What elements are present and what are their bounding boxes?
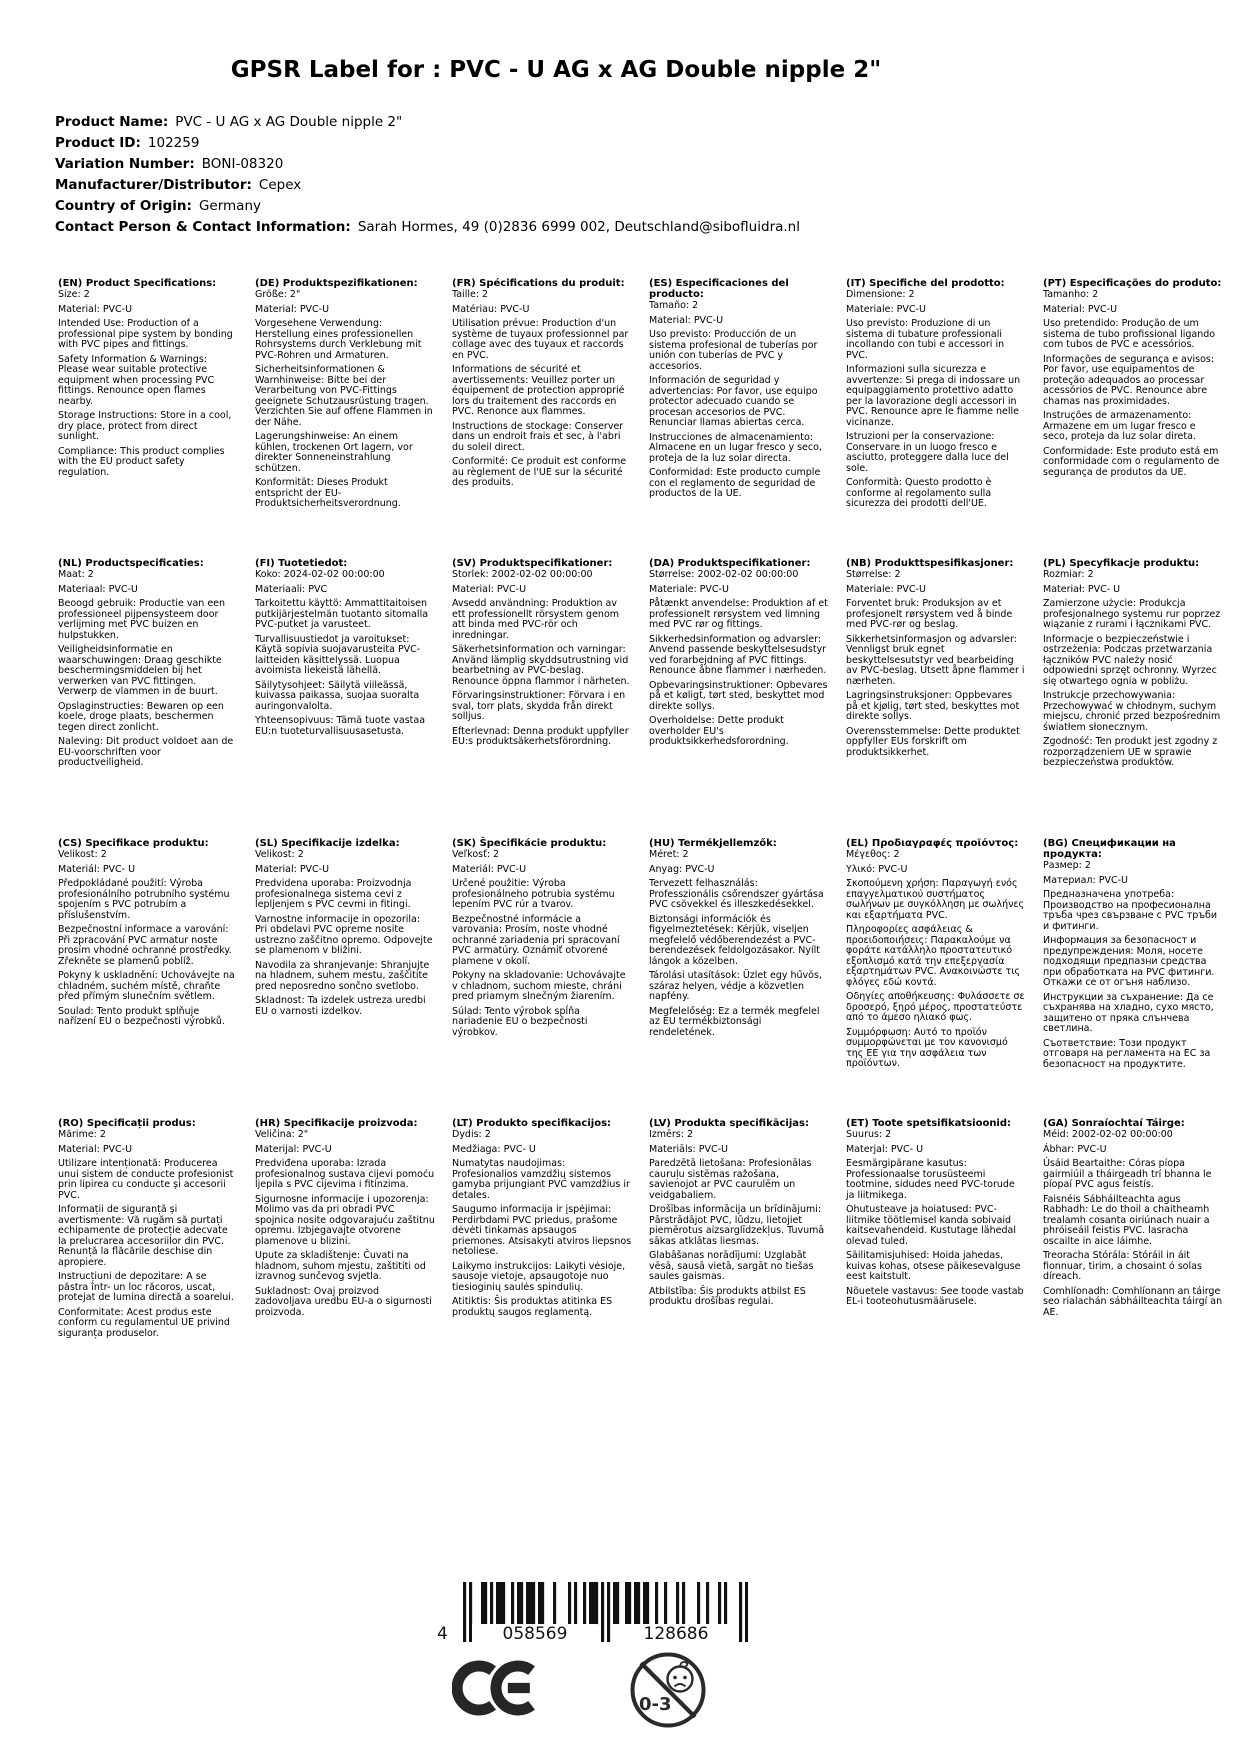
barcode-left-digits: 058569 [472,1624,598,1644]
spec-heading: (LV) Produkta specifikācijas: [649,1118,809,1129]
spec-compliance: Съответствие: Този продукт отговаря на регламента на ЕС за безопасност на продуктите. [1043,1037,1211,1070]
spec-material: Material: PVC-U [649,314,724,326]
spec-heading: (EN) Product Specifications: [58,278,217,289]
language-spec-block [255,838,435,1118]
spec-size: Méid: 2002-02-02 00:00:00 [1043,1129,1173,1140]
spec-compliance: Overholdelse: Dette produkt overholder EU's produktsikkerhedsforordning. [649,715,789,747]
product-info-row [55,133,800,154]
spec-compliance: Súlad: Tento výrobok spĺňa nariadenie EU o bezpečnosti výrobkov. [452,1005,588,1038]
spec-material: Materiale: PVC-U [846,303,926,315]
language-spec-block [58,1118,238,1398]
product-info-value: 102259 [147,135,200,151]
spec-compliance: Atbilstība: Šis produkts atbilst ES produktu drošības regulai. [649,1285,806,1307]
language-spec-block [649,838,829,1118]
spec-heading: (NL) Productspecificaties: [58,558,204,569]
spec-size: Tamanho: 2 [1043,289,1099,300]
spec-intended-use: Avsedd användning: Produktion av ett professionellt rörsystem genom att binda med PVC-rör och inredningar. [452,598,620,641]
spec-compliance: Konformität: Dieses Produkt entspricht der EU-Produktsicherheitsverordnung. [255,477,401,509]
language-spec-block [452,558,632,838]
spec-material: Materiāls: PVC-U [649,1143,729,1155]
spec-compliance: Conformidad: Este producto cumple con el reglamento de seguridad de productos de la UE. [649,467,821,499]
spec-storage: Storage Instructions: Store in a cool, dry place, protect from direct sunlight. [58,410,232,442]
spec-heading: (CS) Specifikace produktu: [58,838,209,849]
spec-compliance: Compliance: This product complies with the EU product safety regulation. [58,445,225,478]
product-info-value: Sarah Hormes, 49 (0)2836 6999 002, Deutschland@sibofluidra.nl [357,219,800,235]
spec-storage: Opslaginstructies: Bewaren op een koele, droge plaats, beschermen tegen direct zonlicht. [58,700,224,733]
spec-safety-warnings: Bezpečnostní informace a varování: Při zpracování PVC armatur noste prosím vhodné ochranné prostředky. Zřekněte se plamenů poblíž. [58,924,232,967]
spec-compliance: Skladnost: Ta izdelek ustreza uredbi EU o varnosti izdelkov. [255,995,426,1017]
spec-storage: Lagerungshinweise: An einem kühlen, trockenen Ort lagern, vor direkter Sonneneinstrahlung schützen. [255,431,413,474]
product-info [55,112,800,238]
spec-intended-use: Předpokládané použití: Výroba profesionálního potrubního systému spojením s PVC potrubím a příslušenstvím. [58,878,230,921]
spec-heading: (HU) Termékjellemzők: [649,838,777,849]
spec-heading: (IT) Specifiche del prodotto: [846,278,1005,289]
spec-material: Materiał: PVC- U [1043,583,1121,595]
spec-storage: Lagringsinstruksjoner: Oppbevares på et kjølig, tørt sted, beskyttes mot direkte sollys. [846,690,1020,722]
product-info-label: Country of Origin: [55,198,192,214]
spec-safety-warnings: Varnostne informacije in opozorila: Pri obdelavi PVC opreme nosite ustrezno zaščitno opremo. Odpovejte se plamenom v bližini. [255,913,433,956]
spec-heading: (SV) Produktspecifikationer: [452,558,613,569]
spec-storage: Treoracha Stórála: Stóráil in áit fionnuar, tirim, a chosaint ó solas díreach. [1043,1250,1202,1282]
spec-heading: (NB) Produkttspesifikasjoner: [846,558,1014,569]
ce-mark-icon [452,1658,540,1718]
spec-intended-use: Predviđena uporaba: Izrada profesionalnog sustava cijevi pomoću ljepila s PVC cijevima i fitinzima. [255,1158,435,1190]
spec-intended-use: Paredzētā lietošana: Profesionālas cauruļu sistēmas ražošana, savienojot ar PVC caurulēm un veidgabaliem. [649,1158,812,1201]
spec-compliance: Conformitate: Acest produs este conform cu regulamentul UE privind siguranța produselor. [58,1306,230,1339]
spec-heading: (DE) Produktspezifikationen: [255,278,418,289]
spec-compliance: Conformità: Questo prodotto è conforme al regolamento sulla sicurezza dei prodotti dell'UE. [846,477,992,509]
product-info-label: Product ID: [55,135,141,151]
spec-size: Veličina: 2" [255,1129,309,1140]
spec-size: Dimensione: 2 [846,289,915,300]
language-spec-block [452,278,632,558]
spec-safety-warnings: Informações de segurança e avisos: Por favor, use equipamentos de proteção adequados ao processar acessórios de PVC. Renounce abre chamas nas proximidades. [1043,353,1215,407]
spec-size: Rozmiar: 2 [1043,569,1094,580]
spec-storage: Instrucciones de almacenamiento: Almacene en un lugar fresco y seco, proteja de la luz solar directa. [649,431,822,464]
spec-intended-use: Предназначена употреба: Производство на професионална тръба чрез свързване с PVC тръби и фитинги. [1043,889,1218,932]
product-info-row [55,112,800,133]
spec-safety-warnings: Drošības informācija un brīdinājumi: Pārstrādājot PVC, lūdzu, lietojiet piemērotus aizsarglīdzekļus. Tuvumā sākas atklātas liesmas. [649,1204,825,1247]
spec-compliance: Συμμόρφωση: Αυτό το προϊόν συμμορφώνεται με τον κανονισμό της ΕΕ για την ασφάλεια των προϊόντων. [846,1026,1008,1069]
spec-size: Koko: 2024-02-02 00:00:00 [255,569,385,580]
spec-material: Materiale: PVC-U [846,583,926,595]
spec-material: Materiale: PVC-U [649,583,729,595]
spec-safety-warnings: Veiligheidsinformatie en waarschuwingen: Draag geschikte beschermingsmiddelen bij het verwerken van PVC fittingen. Verwerp de vlammen in de buurt. [58,644,222,697]
spec-size: Μέγεθος: 2 [846,849,900,860]
spec-safety-warnings: Sikkerhetsinformasjon og advarsler: Vennligst bruk egnet beskyttelsesutstyr ved bearbeiding av PVC-beslag. Utsett åpne flammer i nærheten. [846,633,1025,687]
spec-intended-use: Tervezett felhasználás: Professzionális csőrendszer gyártása PVC csövekkel és illeszkedésekkel. [649,878,824,910]
spec-compliance: Comhlíonadh: Comhlíonann an táirge seo rialachán sábháilteachta táirgí an AE. [1043,1285,1223,1318]
spec-size: Størrelse: 2002-02-02 00:00:00 [649,569,799,580]
language-spec-block [846,558,1026,838]
spec-intended-use: Úsáid Beartaithe: Córas píopa gairmiúil a tháirgeadh trí bhanna le píopaí PVC agus feistís. [1043,1158,1212,1190]
spec-material: Medžiaga: PVC- U [452,1143,536,1155]
spec-intended-use: Utilisation prévue: Production d'un système de tuyaux professionnel par collage avec des tuyaux et raccords en PVC. [452,318,629,361]
spec-compliance: Efterlevnad: Denna produkt uppfyller EU:s produktsäkerhetsförordning. [452,725,629,747]
spec-safety-warnings: Πληροφορίες ασφάλειας & προειδοποιήσεις: Παρακαλούμε να φοράτε κατάλληλο προστατευτικό εξοπλισμό κατά την επεξεργασία εξαρτημάτων PVC. Ανακοινώστε τις φλόγες εδώ κοντά. [846,924,1021,988]
language-spec-block [1043,1118,1223,1398]
spec-compliance: Nõuetele vastavus: See toode vastab EL-i tooteohutusmäärusele. [846,1285,1024,1307]
page-title: GPSR Label for : PVC - U AG x AG Double nipple 2" [230,57,882,83]
spec-size: Suurus: 2 [846,1129,892,1140]
spec-heading: (GA) Sonraíochtaí Táirge: [1043,1118,1185,1129]
spec-compliance: Megfelelőség: Ez a termék megfelel az EU termékbiztonsági rendeletének. [649,1005,820,1038]
spec-heading: (FR) Spécifications du produit: [452,278,625,289]
spec-material: Anyag: PVC-U [649,863,715,875]
spec-safety-warnings: Turvallisuustiedot ja varoitukset: Käytä sopivia suojavarusteita PVC-laitteiden käsittelyssä. Luopua avoimista liekeistä lähellä. [255,633,421,676]
spec-intended-use: Numatytas naudojimas: Profesionalios vamzdžių sistemos gamyba prijungiant PVC vamzdžius ir detales. [452,1158,630,1201]
spec-compliance: Yhteensopivuus: Tämä tuote vastaa EU:n tuoteturvallisuusasetusta. [255,715,426,737]
spec-heading: (PT) Especificações do produto: [1043,278,1222,289]
product-info-row [55,196,800,217]
spec-intended-use: Uso previsto: Produzione di un sistema di tubature professionali incollando con tubi e accessori in PVC. [846,318,1005,361]
language-specs-grid [58,278,1223,1398]
spec-material: Materiál: PVC-U [452,863,527,875]
spec-compliance: Sukladnost: Ovaj proizvod zadovoljava uredbu EU-a o sigurnosti proizvoda. [255,1285,432,1318]
spec-compliance: Naleving: Dit product voldoet aan de EU-voorschriften voor productveiligheid. [58,736,234,768]
spec-heading: (RO) Specificații produs: [58,1118,196,1129]
spec-size: Méret: 2 [649,849,689,860]
spec-size: Maat: 2 [58,569,94,580]
language-spec-block [1043,558,1223,838]
product-info-value: BONI-08320 [201,156,284,172]
spec-size: Tamaño: 2 [649,300,699,311]
spec-material: Material: PVC-U [58,1143,133,1155]
product-info-row [55,154,800,175]
spec-safety-warnings: Informacje o bezpieczeństwie i ostrzeżenia: Podczas przetwarzania łączników PVC należy nosić odpowiedni sprzęt ochronny. Wyrzec się otwartego ognia w pobliżu. [1043,633,1217,687]
spec-heading: (EL) Προδιαγραφές προϊόντος: [846,838,1019,849]
spec-size: Dydis: 2 [452,1129,491,1140]
spec-safety-warnings: Información de seguridad y advertencias: Por favor, use equipo protector adecuado cuando se procesan accesorios de PVC. Renunciar llamas abiertas cerca. [649,375,818,428]
spec-material: Материал: PVC-U [1043,874,1128,886]
spec-material: Materijal: PVC-U [255,1143,332,1155]
spec-intended-use: Påtænkt anvendelse: Produktion af et professionelt rørsystem ved limning med PVC rør og fittings. [649,598,828,630]
spec-storage: Upute za skladištenje: Čuvati na hladnom, suhom mjestu, zaštititi od izravnog sunčevog svjetla. [255,1250,426,1282]
language-spec-block [255,558,435,838]
spec-safety-warnings: Faisnéis Sábháilteachta agus Rabhadh: Le do thoil a chaitheamh trealamh cosanta oiriúnach nuair a phróiseáil feistis PVC. lasracha oscailte in aice láimhe. [1043,1193,1210,1247]
spec-size: Veľkosť: 2 [452,849,500,860]
spec-storage: Instrucțiuni de depozitare: A se păstra într- un loc răcoros, uscat, protejat de lumina directă a soarelui. [58,1271,234,1303]
spec-size: Størrelse: 2 [846,569,901,580]
spec-intended-use: Predvidena uporaba: Proizvodnja profesionalnega sistema cevi z lepljenjem s PVC cevmi in fitingi. [255,878,412,910]
spec-intended-use: Eesmärgipärane kasutus: Professionaalse torusüsteemi tootmine, sidudes need PVC-torude ja liitmikega. [846,1158,1015,1201]
product-info-value: PVC - U AG x AG Double nipple 2" [175,114,403,130]
spec-safety-warnings: Informații de siguranță și avertismente: Vă rugăm să purtați echipamente de protecție adecvate la prelucrarea accesoriilor din PVC. Renunță la flăcările deschise din apropiere. [58,1204,228,1268]
spec-storage: Instruções de armazenamento: Armazene em um lugar fresco e seco, proteja da luz solar direta. [1043,410,1196,442]
spec-size: Taille: 2 [452,289,489,300]
product-info-value: Cepex [258,177,302,193]
spec-size: Izmērs: 2 [649,1129,694,1140]
spec-storage: Instructions de stockage: Conserver dans un endroit frais et sec, à l'abri du soleil direct. [452,420,624,453]
spec-material: Material: PVC-U [58,303,133,315]
language-spec-block [649,1118,829,1398]
spec-intended-use: Uso pretendido: Produção de um sistema de tubo profissional ligando com tubos de PVC e acessórios. [1043,318,1216,350]
spec-safety-warnings: Информация за безопасност и предупреждения: Моля, носете подходящи предпазни средства при обработката на PVC фитинги. Откажи се от огъня наблизо. [1043,935,1215,988]
spec-material: Material: PVC-U [255,863,330,875]
spec-material: Material: PVC-U [1043,303,1118,315]
language-spec-block [452,838,632,1118]
spec-storage: Förvaringsinstruktioner: Förvara i en sval, torr plats, skydda från direkt solljus. [452,690,626,722]
spec-intended-use: Σκοπούμενη χρήση: Παραγωγή ενός επαγγελματικού συστήματος σωλήνων με συγκόλληση με σωλήνες και εξαρτήματα PVC. [846,878,1025,921]
language-spec-block [1043,278,1223,558]
spec-compliance: Atitiktis: Šis produktas atitinka ES produktų saugos reglamentą. [452,1296,613,1318]
spec-intended-use: Uso previsto: Producción de un sistema profesional de tuberías por unión con tuberías de PVC y accesorios. [649,329,818,372]
spec-intended-use: Zamierzone użycie: Produkcja profesjonalnego systemu rur poprzez wiązanie z rurami i łącznikami PVC. [1043,598,1221,630]
barcode-right-digits: 128686 [613,1624,739,1644]
spec-material: Ábhar: PVC-U [1043,1143,1107,1155]
age-warning-text: 0-3 [639,1694,672,1715]
spec-storage: Säilytysohjeet: Säilytä viileässä, kuivassa paikassa, suojaa suoralta auringonvalolta. [255,679,420,712]
spec-storage: Tárolási utasítások: Üzlet egy hűvös, száraz helyen, védje a közvetlen napfény. [649,970,822,1002]
spec-safety-warnings: Saugumo informacija ir įspėjimai: Perdirbdami PVC priedus, prašome dėvėti tinkamas apsaugos priemones. Atsisakyti atviros liepsnos netoliese. [452,1204,632,1257]
spec-storage: Instrukcje przechowywania: Przechowywać w chłodnym, suchym miejscu, chronić przed bezpośrednim światłem słonecznym. [1043,690,1221,733]
spec-safety-warnings: Sigurnosne informacije i upozorenja: Molimo vas da pri obradi PVC spojnica nosite odgovarajuću zaštitnu opremu. Izbjegavajte otvorene plamenove u blizini. [255,1193,435,1247]
spec-material: Materjal: PVC- U [846,1143,924,1155]
spec-compliance: Soulad: Tento produkt splňuje nařízení EU o bezpečnosti výrobků. [58,1005,225,1027]
spec-storage: Glabāšanas norādījumi: Uzglabāt vēsā, sausā vietā, sargāt no tiešas saules gaismas. [649,1250,814,1282]
spec-material: Materiál: PVC- U [58,863,136,875]
spec-material: Material: PVC-U [452,583,527,595]
language-spec-block [846,1118,1026,1398]
spec-safety-warnings: Informazioni sulla sicurezza e avvertenze: Si prega di indossare un equipaggiamento protettivo adatto per la lavorazione degli accessori in PVC. Renounce apre le fiamme nelle vicinanze. [846,364,1021,428]
spec-safety-warnings: Ohutusteave ja hoiatused: PVC-liitmike töötlemisel kanda sobivaid kaitsevahendeid. Kustutage lähedal olevad tuled. [846,1204,1016,1247]
product-info-row [55,175,800,196]
spec-intended-use: Utilizare intenționată: Producerea unui sistem de conducte profesionist prin lipirea cu conducte și accesorii PVC. [58,1158,234,1201]
product-info-label: Product Name: [55,114,169,130]
spec-heading: (ES) Especificaciones del producto: [649,278,789,300]
spec-storage: Säilitamisjuhised: Hoida jahedas, kuivas kohas, otsese päikesevalguse eest kaitstult. [846,1250,1021,1282]
spec-material: Materiaali: PVC [255,583,328,595]
spec-heading: (PL) Specyfikacje produktu: [1043,558,1200,569]
spec-intended-use: Vorgesehene Verwendung: Herstellung eines professionellen Rohrsystems durch Verklebung mit PVC-Rohren und Armaturen. [255,318,422,361]
spec-material: Matériau: PVC-U [452,303,530,315]
spec-intended-use: Forventet bruk: Produksjon av et profesjonelt rørsystem ved å binde med PVC-rør og beslag. [846,598,1013,630]
language-spec-block [255,278,435,558]
spec-heading: (SK) Špecifikácie produktu: [452,838,607,849]
spec-storage: Istruzioni per la conservazione: Conservare in un luogo fresco e asciutto, proteggere dalla luce del sole. [846,431,1009,474]
spec-size: Storlek: 2002-02-02 00:00:00 [452,569,593,580]
spec-material: Υλικό: PVC-U [846,863,908,875]
spec-material: Material: PVC-U [255,303,330,315]
spec-heading: (ET) Toote spetsifikatsioonid: [846,1118,1012,1129]
spec-size: Mărime: 2 [58,1129,106,1140]
language-spec-block [58,838,238,1118]
spec-storage: Pokyny k uskladnění: Uchovávejte na chladném, suchém místě, chraňte před přímým slunečním světlem. [58,970,235,1002]
spec-heading: (BG) Спецификации на продукта: [1043,838,1176,860]
spec-heading: (DA) Produktspecifikationer: [649,558,811,569]
product-info-value: Germany [198,198,261,214]
spec-heading: (HR) Specifikacije proizvoda: [255,1118,418,1129]
spec-safety-warnings: Safety Information & Warnings: Please wear suitable protective equipment when processing PVC fittings. Renounce open flames nearby. [58,353,215,407]
spec-safety-warnings: Bezpečnostné informácie a varovania: Prosím, noste vhodné ochranné zariadenia pri spracovaní PVC armatúry. Oznámiť otvorené plamene v okolí. [452,913,620,967]
product-info-label: Variation Number: [55,156,195,172]
age-warning-0-3-icon [628,1650,708,1730]
spec-storage: Laikymo instrukcijos: Laikyti vėsioje, sausoje vietoje, apsaugotoje nuo tiesioginių saulės spindulių. [452,1260,626,1293]
language-spec-block [255,1118,435,1398]
spec-safety-warnings: Informations de sécurité et avertissements: Veuillez porter un équipement de protection approprié lors du traitement des raccords en PVC. Renonce aux flammes. [452,364,625,417]
spec-storage: Navodila za shranjevanje: Shranjujte na hladnem, suhem mestu, zaščitite pred neposredno sončno svetlobo. [255,959,430,992]
spec-safety-warnings: Säkerhetsinformation och varningar: Använd lämplig skyddsutrustning vid bearbetning av PVC-beslag. Renounce öppna flammor i närheten. [452,644,630,687]
spec-heading: (SL) Specifikacije izdelka: [255,838,400,849]
spec-safety-warnings: Biztonsági információk és figyelmeztetések: Kérjük, viseljen megfelelő védőberendezést a PVC-berendezések feldolgozásakor. Nyílt lángok a közelben. [649,913,820,967]
spec-compliance: Conformité: Ce produit est conforme au règlement de l'UE sur la sécurité des produits. [452,456,627,488]
language-spec-block [1043,838,1223,1118]
language-spec-block [452,1118,632,1398]
barcode-lead-digit: 4 [437,1624,448,1644]
language-spec-block [649,278,829,558]
language-spec-block [58,558,238,838]
spec-storage: Opbevaringsinstruktioner: Opbevares på et køligt, tørt sted, beskyttet mod direkte sollys. [649,679,828,712]
spec-size: Größe: 2" [255,289,301,300]
spec-safety-warnings: Sikkerhedsinformation og advarsler: Anvend passende beskyttelsesudstyr ved forarbejdning af PVC fittings. Renounce åbne flammer i nærheden. [649,633,827,676]
product-info-row [55,217,800,238]
spec-compliance: Conformidade: Este produto está em conformidade com o regulamento de segurança de produtos da UE. [1043,445,1220,478]
spec-intended-use: Tarkoitettu käyttö: Ammattitaitoisen putkijärjestelmän tuotanto sitomalla PVC-putket ja varusteet. [255,598,429,630]
spec-storage: Инструкции за съхранение: Да се съхранява на хладно, сухо място, защитено от пряка слънчева светлина. [1043,991,1214,1034]
spec-size: Velikost: 2 [255,849,304,860]
spec-storage: Pokyny na skladovanie: Uchovávajte v chladnom, suchom mieste, chráni pred priamym slnečným žiarením. [452,970,626,1002]
spec-size: Размер: 2 [1043,860,1091,871]
spec-material: Materiaal: PVC-U [58,583,138,595]
spec-heading: (LT) Produkto specifikacijos: [452,1118,612,1129]
spec-intended-use: Intended Use: Production of a professional pipe system by bonding with PVC pipes and fittings. [58,318,233,350]
language-spec-block [846,278,1026,558]
spec-heading: (FI) Tuotetiedot: [255,558,348,569]
spec-intended-use: Určené použitie: Výroba profesionálneho potrubia systému lepením PVC rúr a tvarov. [452,878,615,910]
spec-safety-warnings: Sicherheitsinformationen & Warnhinweise: Bitte bei der Verarbeitung von PVC-Fittings geeignete Schutzausrüstung tragen. Verzichten Sie auf offene Flammen in der Nähe. [255,364,433,428]
language-spec-block [58,278,238,558]
spec-size: Size: 2 [58,289,90,300]
spec-storage: Οδηγίες αποθήκευσης: Φυλάσσετε σε δροσερό, ξηρό μέρος, προστατεύστε από το άμεσο ηλιακό φως. [846,991,1025,1023]
product-info-label: Contact Person & Contact Information: [55,219,351,235]
spec-size: Velikost: 2 [58,849,107,860]
language-spec-block [846,838,1026,1118]
spec-compliance: Overensstemmelse: Dette produktet oppfyller EUs forskrift om produktsikkerhet. [846,725,1020,758]
product-info-label: Manufacturer/Distributor: [55,177,252,193]
spec-intended-use: Beoogd gebruik: Productie van een professioneel pijpensysteem door verlijming met PVC buizen en hulpstukken. [58,598,226,641]
language-spec-block [649,558,829,838]
spec-compliance: Zgodność: Ten produkt jest zgodny z rozporządzeniem UE w sprawie bezpieczeństwa produktów. [1043,736,1218,768]
